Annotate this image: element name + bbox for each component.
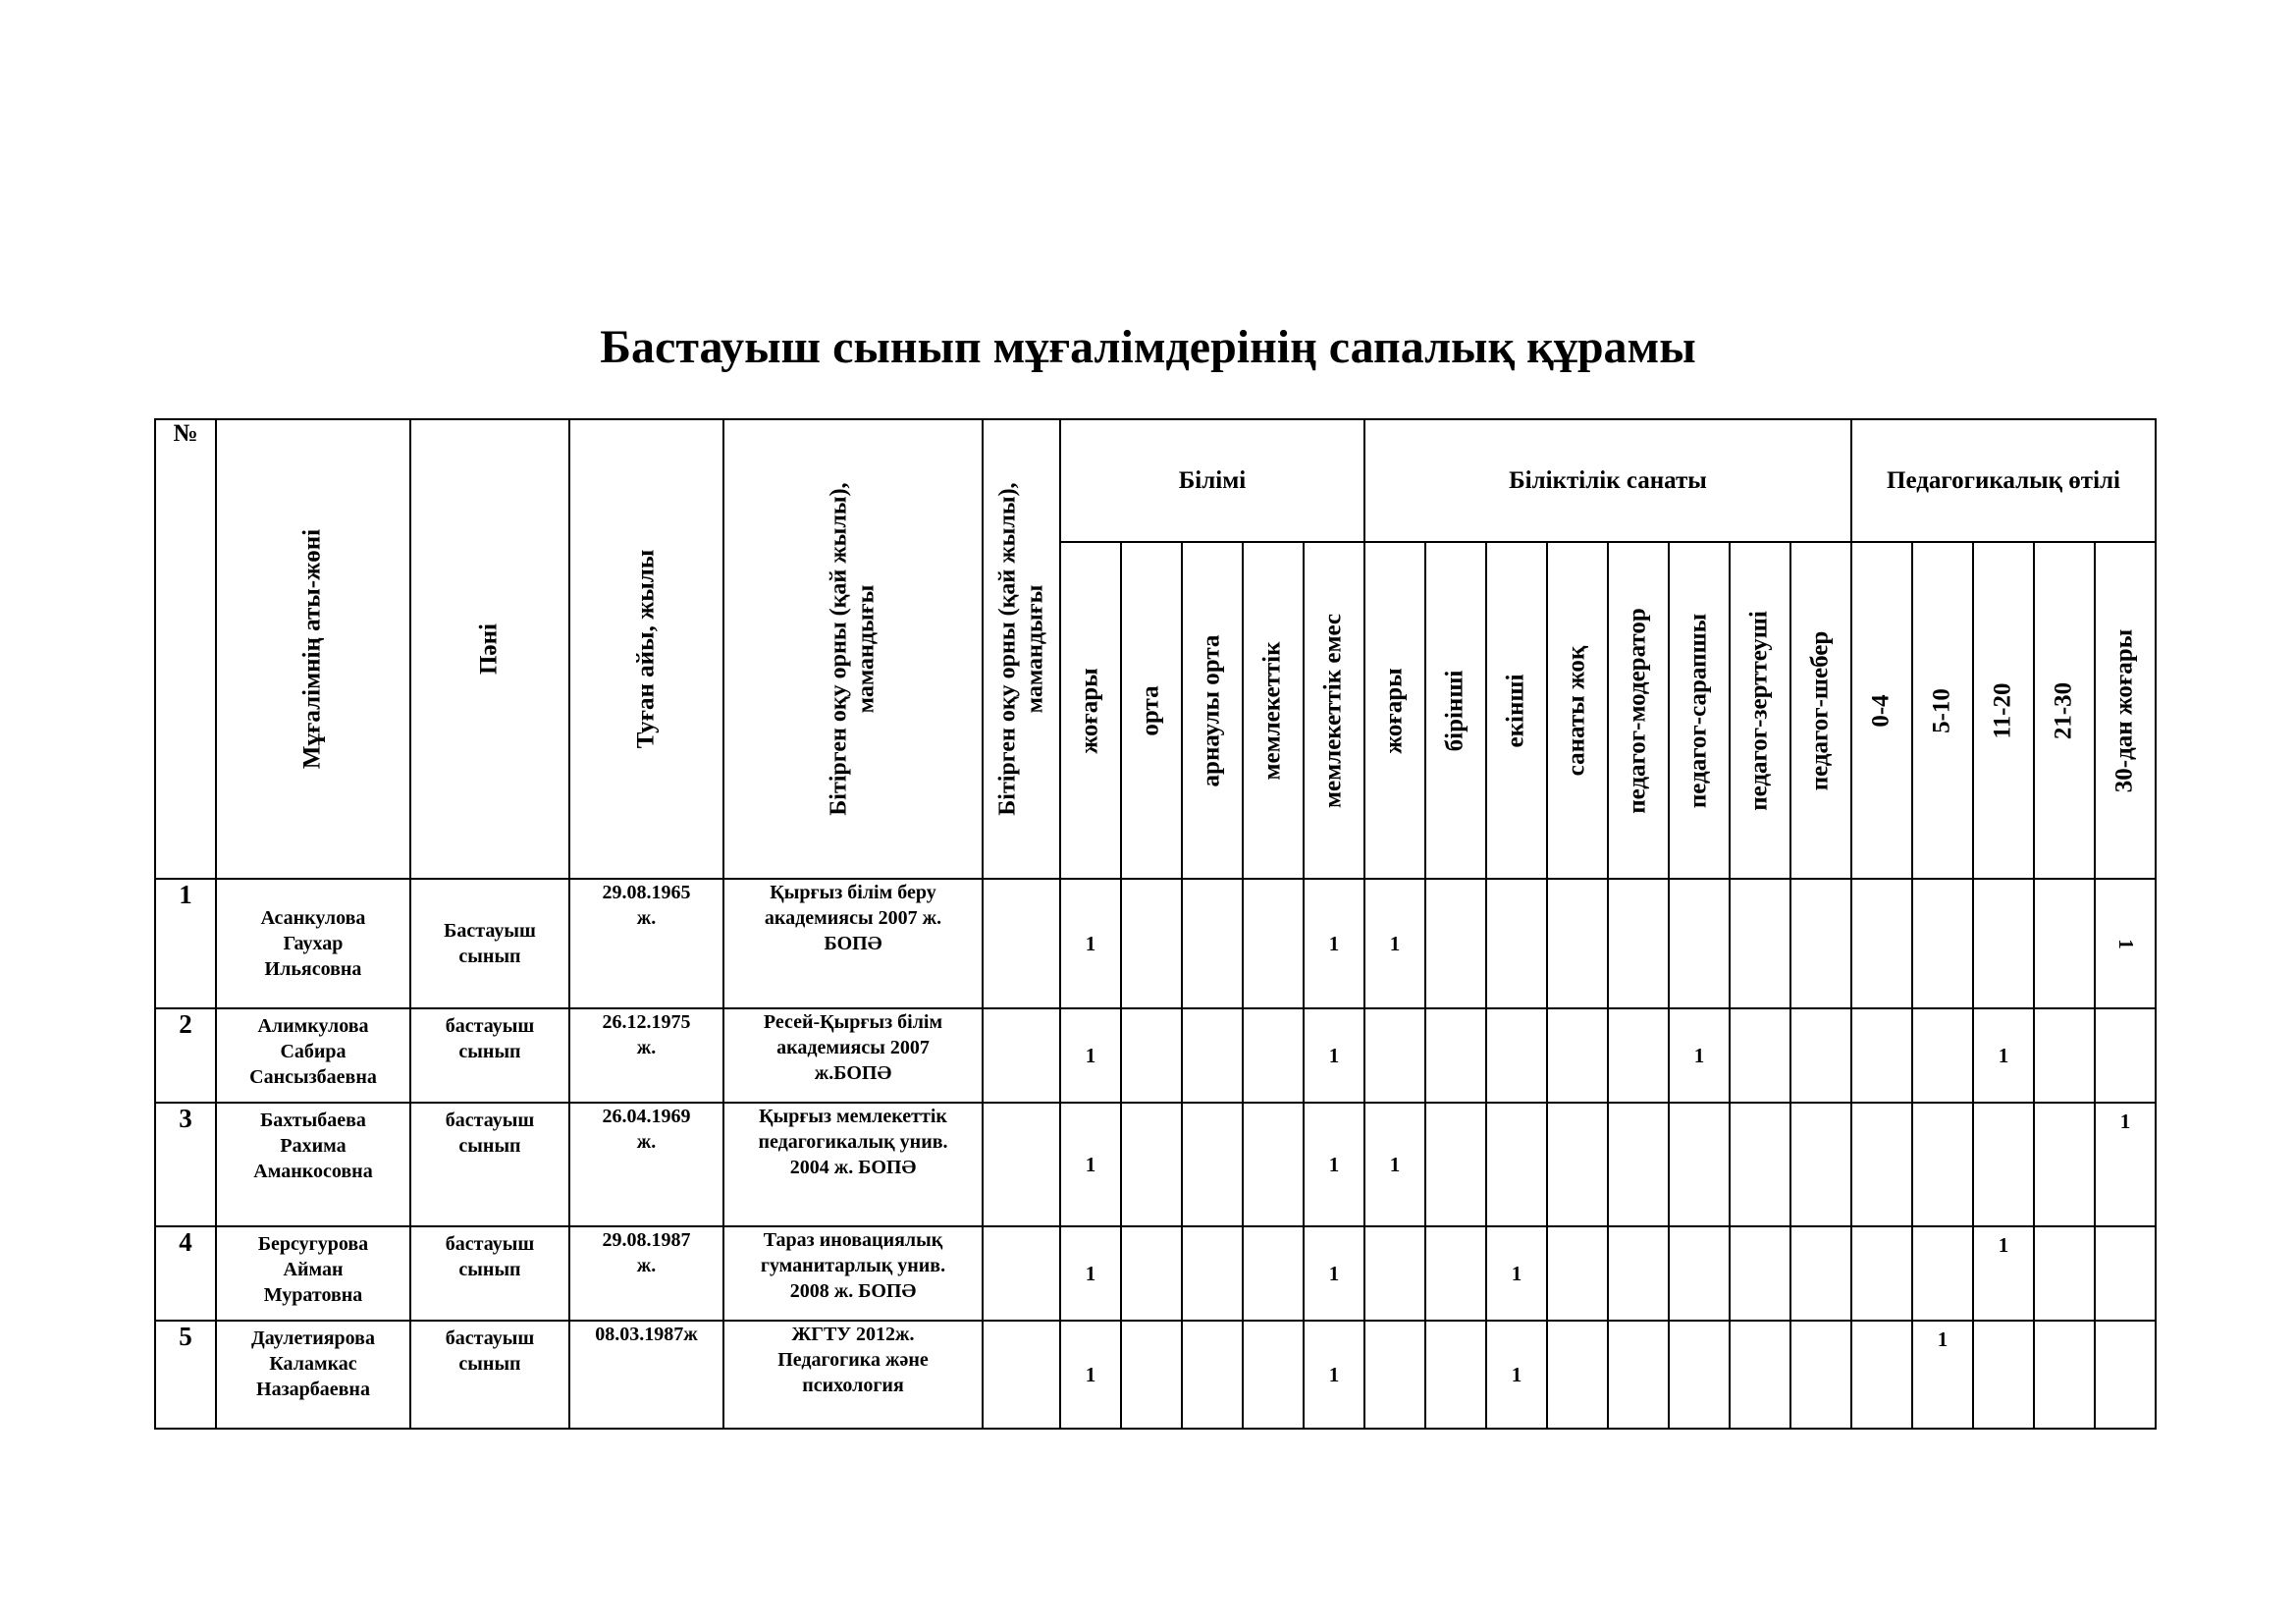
- mark-exp-30-plus: [2095, 1321, 2156, 1429]
- mark-qual-researcher: [1730, 1103, 1790, 1226]
- header-qual-second: екінші: [1486, 542, 1547, 879]
- mark-edu-secondary: [1121, 1321, 1182, 1429]
- mark-qual-none: [1547, 1008, 1608, 1103]
- mark-qual-highest: 1: [1364, 1103, 1425, 1226]
- subject: бастауыш сынып: [410, 1103, 569, 1226]
- mark-qual-master: [1790, 1103, 1851, 1226]
- teacher-name: Даулетиярова Каламкас Назарбаевна: [216, 1321, 410, 1429]
- mark-exp-5-10: 1: [1912, 1321, 1973, 1429]
- mark-qual-researcher: [1730, 879, 1790, 1008]
- mark-edu-higher: 1: [1060, 1226, 1121, 1321]
- page-title: Бастауыш сынып мұғалімдерінің сапалық құрамы: [600, 321, 1696, 373]
- mark-exp-21-30: [2034, 1103, 2095, 1226]
- table-row: [155, 1226, 2156, 1321]
- mark-qual-second: [1486, 879, 1547, 1008]
- mark-qual-master: [1790, 879, 1851, 1008]
- subject: бастауыш сынып: [410, 1008, 569, 1103]
- header-edu-vocational: арнаулы орта: [1182, 542, 1243, 879]
- subject: бастауыш сынып: [410, 1226, 569, 1321]
- header-edu-higher: жоғары: [1060, 542, 1121, 879]
- header-school: Бітірген оқу орны (қай жылы), мамандығы: [723, 419, 983, 879]
- mark-edu-nonstate: 1: [1304, 1226, 1364, 1321]
- mark-edu-vocational: [1182, 1103, 1243, 1226]
- mark-edu-nonstate: 1: [1304, 1008, 1364, 1103]
- header-exp-5-10: 5-10: [1912, 542, 1973, 879]
- row-number: 1: [155, 879, 216, 1008]
- header-qual-researcher: педагог-зерттеуші: [1730, 542, 1790, 879]
- header-exp-21-30: 21-30: [2034, 542, 2095, 879]
- mark-edu-secondary: [1121, 1008, 1182, 1103]
- mark-exp-30-plus: [2095, 1008, 2156, 1103]
- table-row: [155, 1008, 2156, 1103]
- mark-qual-second: [1486, 1103, 1547, 1226]
- mark-qual-moderator: [1608, 1103, 1669, 1226]
- header-qual-none: санаты жоқ: [1547, 542, 1608, 879]
- birth-date: 26.04.1969 ж.: [569, 1103, 723, 1226]
- header-edu-nonstate: мемлекеттік емес: [1304, 542, 1364, 879]
- mark-edu-state: [1243, 1008, 1304, 1103]
- header-exp-30-plus: 30-дан жоғары: [2095, 542, 2156, 879]
- header-exp-11-20: 11-20: [1973, 542, 2034, 879]
- row-number: 4: [155, 1226, 216, 1321]
- row-number: 3: [155, 1103, 216, 1226]
- mark-qual-master: [1790, 1226, 1851, 1321]
- mark-exp-21-30: [2034, 1321, 2095, 1429]
- mark-qual-expert: [1669, 879, 1730, 1008]
- mark-edu-vocational: [1182, 1321, 1243, 1429]
- row-number: 5: [155, 1321, 216, 1429]
- table-row: [155, 879, 2156, 1008]
- school-duplicate: [983, 879, 1060, 1008]
- teacher-name: Бахтыбаева Рахима Аманкосовна: [216, 1103, 410, 1226]
- header-education: Білімі: [1060, 419, 1364, 542]
- table-row: [155, 1103, 2156, 1226]
- mark-exp-0-4: [1851, 879, 1912, 1008]
- header-exp-0-4: 0-4: [1851, 542, 1912, 879]
- school: ЖГТУ 2012ж. Педагогика және психология: [723, 1321, 983, 1429]
- mark-qual-first: [1425, 1103, 1486, 1226]
- mark-qual-none: [1547, 1321, 1608, 1429]
- mark-qual-first: [1425, 1226, 1486, 1321]
- mark-qual-moderator: [1608, 1008, 1669, 1103]
- school-duplicate: [983, 1321, 1060, 1429]
- birth-date: 08.03.1987ж: [569, 1321, 723, 1429]
- mark-qual-expert: [1669, 1226, 1730, 1321]
- mark-edu-state: [1243, 879, 1304, 1008]
- mark-edu-state: [1243, 1321, 1304, 1429]
- mark-qual-expert: [1669, 1321, 1730, 1429]
- mark-exp-11-20: 1: [1973, 1226, 2034, 1321]
- teacher-name: Асанкулова Гаухар Ильясовна: [216, 879, 410, 1008]
- birth-date: 29.08.1965 ж.: [569, 879, 723, 1008]
- mark-edu-higher: 1: [1060, 1103, 1121, 1226]
- mark-qual-none: [1547, 1103, 1608, 1226]
- mark-qual-moderator: [1608, 879, 1669, 1008]
- table-row: [155, 1321, 2156, 1429]
- header-school-duplicate: Бітірген оқу орны (қай жылы), мамандығы: [983, 419, 1060, 879]
- mark-edu-vocational: [1182, 879, 1243, 1008]
- mark-edu-nonstate: 1: [1304, 1103, 1364, 1226]
- mark-exp-5-10: [1912, 1226, 1973, 1321]
- header-number: №: [155, 419, 216, 879]
- mark-qual-researcher: [1730, 1008, 1790, 1103]
- mark-qual-highest: [1364, 1321, 1425, 1429]
- mark-qual-expert: 1: [1669, 1008, 1730, 1103]
- mark-exp-0-4: [1851, 1321, 1912, 1429]
- mark-qual-researcher: [1730, 1226, 1790, 1321]
- header-qual-master: педагог-шебер: [1790, 542, 1851, 879]
- header-teacher-name: Мұғалімнің аты-жөні: [216, 419, 410, 879]
- mark-qual-moderator: [1608, 1226, 1669, 1321]
- header-subject: Пәні: [410, 419, 569, 879]
- mark-edu-higher: 1: [1060, 1008, 1121, 1103]
- mark-qual-master: [1790, 1321, 1851, 1429]
- row-number: 2: [155, 1008, 216, 1103]
- mark-edu-secondary: [1121, 1103, 1182, 1226]
- mark-qual-moderator: [1608, 1321, 1669, 1429]
- mark-edu-state: [1243, 1103, 1304, 1226]
- mark-edu-vocational: [1182, 1008, 1243, 1103]
- header-qualification: Біліктілік санаты: [1364, 419, 1851, 542]
- mark-exp-0-4: [1851, 1008, 1912, 1103]
- mark-exp-0-4: [1851, 1226, 1912, 1321]
- mark-exp-11-20: 1: [1973, 1008, 2034, 1103]
- mark-exp-5-10: [1912, 1008, 1973, 1103]
- header-birth-date: Туған айы, жылы: [569, 419, 723, 879]
- mark-qual-master: [1790, 1008, 1851, 1103]
- header-qual-expert: педагог-сарапшы: [1669, 542, 1730, 879]
- mark-edu-secondary: [1121, 879, 1182, 1008]
- mark-exp-30-plus: 1: [2095, 1103, 2156, 1226]
- header-edu-state: мемлекеттік: [1243, 542, 1304, 879]
- header-qual-highest: жоғары: [1364, 542, 1425, 879]
- mark-edu-higher: 1: [1060, 879, 1121, 1008]
- subject: Бастауыш сынып: [410, 879, 569, 1008]
- mark-qual-researcher: [1730, 1321, 1790, 1429]
- school-duplicate: [983, 1008, 1060, 1103]
- school: Қырғыз мемлекеттік педагогикалық унив. 2004 ж. БОПӘ: [723, 1103, 983, 1226]
- mark-exp-21-30: [2034, 879, 2095, 1008]
- school: Тараз иновациялық гуманитарлық унив. 2008 ж. БОПӘ: [723, 1226, 983, 1321]
- mark-qual-second: 1: [1486, 1226, 1547, 1321]
- teacher-name: Берсугурова Айман Муратовна: [216, 1226, 410, 1321]
- mark-edu-vocational: [1182, 1226, 1243, 1321]
- mark-qual-first: [1425, 1008, 1486, 1103]
- subject: бастауыш сынып: [410, 1321, 569, 1429]
- mark-exp-0-4: [1851, 1103, 1912, 1226]
- mark-edu-higher: 1: [1060, 1321, 1121, 1429]
- header-edu-secondary: орта: [1121, 542, 1182, 879]
- mark-qual-highest: 1: [1364, 879, 1425, 1008]
- mark-edu-secondary: [1121, 1226, 1182, 1321]
- mark-exp-30-plus: 1: [2095, 879, 2156, 1008]
- mark-exp-21-30: [2034, 1226, 2095, 1321]
- mark-exp-21-30: [2034, 1008, 2095, 1103]
- school-duplicate: [983, 1226, 1060, 1321]
- birth-date: 29.08.1987 ж.: [569, 1226, 723, 1321]
- birth-date: 26.12.1975 ж.: [569, 1008, 723, 1103]
- school: Қырғыз білім беру академиясы 2007 ж. БОПӘ: [723, 879, 983, 1008]
- mark-edu-nonstate: 1: [1304, 1321, 1364, 1429]
- mark-exp-11-20: [1973, 1103, 2034, 1226]
- mark-exp-11-20: [1973, 879, 2034, 1008]
- mark-edu-state: [1243, 1226, 1304, 1321]
- mark-exp-11-20: [1973, 1321, 2034, 1429]
- header-qual-first: бірінші: [1425, 542, 1486, 879]
- teacher-name: Алимкулова Сабира Сансызбаевна: [216, 1008, 410, 1103]
- mark-edu-nonstate: 1: [1304, 879, 1364, 1008]
- mark-exp-5-10: [1912, 879, 1973, 1008]
- school: Ресей-Қырғыз білім академиясы 2007 ж.БОПӘ: [723, 1008, 983, 1103]
- mark-exp-5-10: [1912, 1103, 1973, 1226]
- mark-qual-first: [1425, 1321, 1486, 1429]
- header-experience: Педагогикалық өтілі: [1851, 419, 2156, 542]
- mark-qual-expert: [1669, 1103, 1730, 1226]
- header-qual-moderator: педагог-модератор: [1608, 542, 1669, 879]
- mark-qual-first: [1425, 879, 1486, 1008]
- mark-qual-highest: [1364, 1008, 1425, 1103]
- mark-qual-second: [1486, 1008, 1547, 1103]
- mark-qual-none: [1547, 879, 1608, 1008]
- mark-qual-second: 1: [1486, 1321, 1547, 1429]
- school-duplicate: [983, 1103, 1060, 1226]
- teachers-table: [154, 418, 2157, 1430]
- mark-exp-30-plus: [2095, 1226, 2156, 1321]
- mark-qual-highest: [1364, 1226, 1425, 1321]
- mark-qual-none: [1547, 1226, 1608, 1321]
